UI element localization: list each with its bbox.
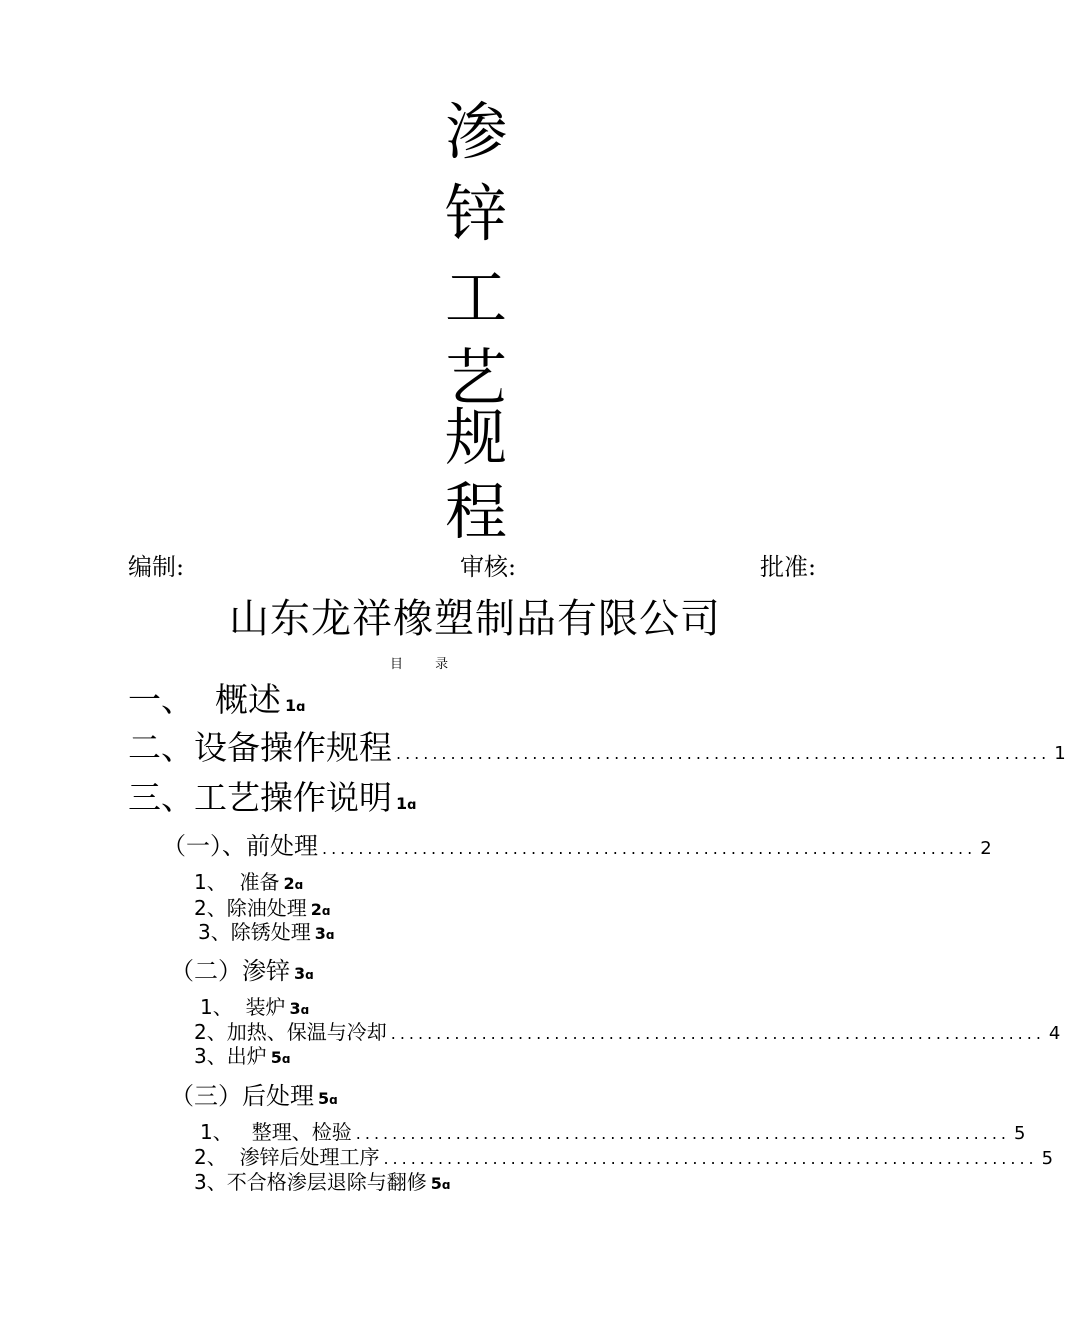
review-label: 审核: — [460, 553, 517, 581]
toc-page-number: 5 — [1041, 1148, 1054, 1169]
toc-entry[interactable] — [170, 1080, 828, 1116]
toc-entry-text: 2、加热、保温与冷却 — [194, 1020, 387, 1044]
toc-entry[interactable] — [170, 955, 828, 991]
toc-entry-text: 1、 准备 — [194, 870, 280, 894]
toc-entry-text: （三）后处理 — [170, 1082, 314, 1110]
toc-entry[interactable] — [198, 920, 828, 947]
toc-entry[interactable] — [194, 1044, 828, 1071]
toc-page-number: 3ɑ — [294, 964, 314, 983]
toc-entry-text: 二、设备操作规程 — [128, 728, 392, 767]
toc-leader-dots: ........................................................................ — [322, 839, 977, 858]
toc-entry[interactable] — [194, 1145, 1054, 1171]
toc-page-number: 2ɑ — [310, 900, 331, 919]
toc-entry-text: 3、不合格渗层退除与翻修 — [194, 1170, 427, 1194]
toc-page-number: 2 — [980, 838, 992, 859]
toc-leader-dots: ........................................................................ — [390, 1024, 1045, 1043]
toc-page-number: 3ɑ — [314, 924, 335, 943]
toc-page-number: 2ɑ — [283, 874, 304, 893]
toc-leader-dots: ........................................................................ — [396, 744, 1051, 763]
toc-entry-text: （一）、前处理 — [162, 832, 318, 860]
toc-entry[interactable] — [200, 1120, 1026, 1146]
toc-entry-text: 2、 渗锌后处理工序 — [194, 1145, 380, 1169]
toc-leader-dots: ........................................................................ — [355, 1124, 1010, 1143]
title-char: 锌 — [444, 177, 507, 250]
toc-entry[interactable] — [128, 726, 1066, 776]
compile-label: 编制: — [128, 553, 185, 581]
toc-entry-text: 3、除锈处理 — [198, 920, 311, 944]
title-char: 程 — [444, 475, 507, 548]
title-char: 渗 — [444, 95, 507, 168]
title-char: 艺 — [444, 341, 507, 414]
toc-page-number: 1ɑ — [396, 794, 417, 813]
toc-page-number: 5ɑ — [270, 1048, 291, 1067]
toc-page-number: 1ɑ — [284, 696, 306, 715]
toc-entry[interactable] — [194, 1170, 828, 1197]
toc-entry-text: 1、 整理、检验 — [200, 1120, 352, 1144]
toc-heading: 目 录 — [390, 657, 463, 672]
approve-label: 批准: — [760, 553, 817, 581]
toc-entry-text: 三、工艺操作说明 — [128, 778, 392, 817]
title-char: 规 — [444, 401, 507, 474]
toc-entry[interactable] — [128, 678, 828, 730]
company-name: 山东龙祥橡塑制品有限公司 — [229, 596, 721, 642]
title-char: 工 — [444, 261, 507, 334]
toc-entry[interactable] — [194, 1020, 1061, 1046]
toc-entry[interactable] — [162, 830, 992, 865]
toc-page-number: 5 — [1013, 1123, 1026, 1144]
toc-entry[interactable] — [194, 896, 828, 923]
toc-page-number: 1 — [1054, 743, 1066, 764]
toc-entry-text: （二）渗锌 — [170, 957, 290, 985]
toc-leader-dots: ........................................................................ — [383, 1149, 1038, 1168]
toc-entry[interactable] — [128, 776, 828, 828]
toc-entry[interactable] — [194, 870, 828, 897]
toc-entry-text: 一、 概述 — [128, 680, 281, 719]
toc-page-number: 5ɑ — [430, 1174, 451, 1193]
toc-page-number: 4 — [1048, 1023, 1061, 1044]
toc-entry-text: 2、除油处理 — [194, 896, 307, 920]
toc-entry[interactable] — [200, 995, 828, 1022]
toc-entry-text: 3、出炉 — [194, 1044, 267, 1068]
toc-page-number: 3ɑ — [289, 999, 310, 1018]
toc-entry-text: 1、 装炉 — [200, 995, 286, 1019]
toc-page-number: 5ɑ — [318, 1089, 338, 1108]
